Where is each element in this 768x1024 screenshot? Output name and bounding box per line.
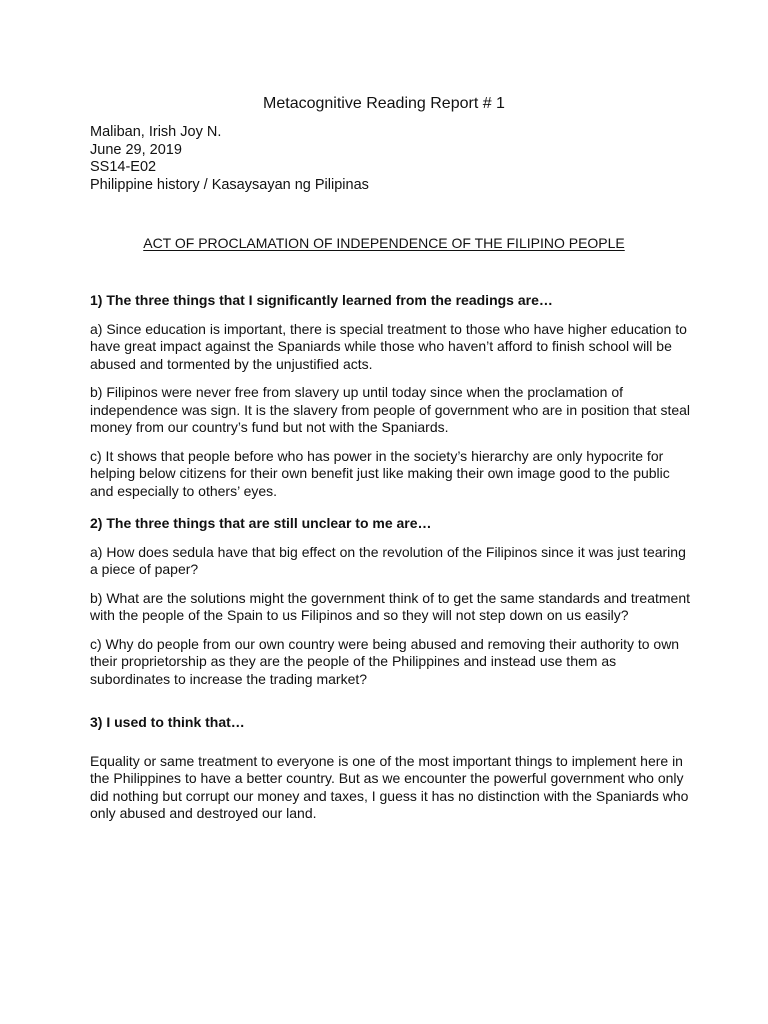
question-1-answer-a: a) Since education is important, there is special treatment to those who have higher education to have great impact against the Spaniards while those who haven’t afford to finish school will be abused and tormented by the unjustified acts. — [90, 320, 687, 372]
question-3-heading: 3) I used to think that… — [90, 714, 245, 730]
author-name: Maliban, Irish Joy N. — [90, 124, 222, 140]
question-2-heading: 2) The three things that are still unclear to me are… — [90, 515, 432, 531]
question-2-answer-b: b) What are the solutions might the government think of to get the same standards and treatment with the people of the Spain to us Filipinos and so they will not step down on us easily? — [90, 589, 690, 623]
course-name: Philippine history / Kasaysayan ng Pilipinas — [90, 176, 369, 193]
author-info — [90, 124, 369, 194]
section-code: SS14-E02 — [90, 159, 157, 175]
report-date: June 29, 2019 — [90, 141, 182, 158]
question-2-answer-a: a) How does sedula have that big effect on the revolution of the Filipinos since it was just tearing a piece of paper? — [90, 543, 686, 577]
question-1-heading: 1) The three things that I significantly learned from the readings are… — [90, 292, 553, 308]
document-title: Metacognitive Reading Report # 1 — [263, 95, 505, 112]
question-1-answer-b: b) Filipinos were never free from slavery up until today since when the proclamation of independence was sign. It is the slavery from people of government who are in position that steal money from our country’s fund but not with the Spaniards. — [90, 384, 691, 435]
question-2-answer-c: c) Why do people from our own country were being abused and removing their authority to own their proprietorship as they are the people of the Philippines and instead use them as subordinates to increase the trading market? — [90, 635, 680, 687]
report-body — [90, 292, 690, 823]
question-3-answer: Equality or same treatment to everyone is one of the most important things to implement here in the Philippines to have a better country. But as we encounter the powerful government who only did nothing but corrupt our money and taxes, I guess it has no distinction with the Spaniards who only abused and destroyed our land. — [90, 752, 689, 821]
question-1-answer-c: c) It shows that people before who has power in the society’s hierarchy are only hypocrite for helping below citizens for their own benefit just like making their own image good to the public and especially to others’ eyes. — [90, 447, 670, 499]
reading-title: ACT OF PROCLAMATION OF INDEPENDENCE OF THE FILIPINO PEOPLE — [143, 235, 625, 251]
